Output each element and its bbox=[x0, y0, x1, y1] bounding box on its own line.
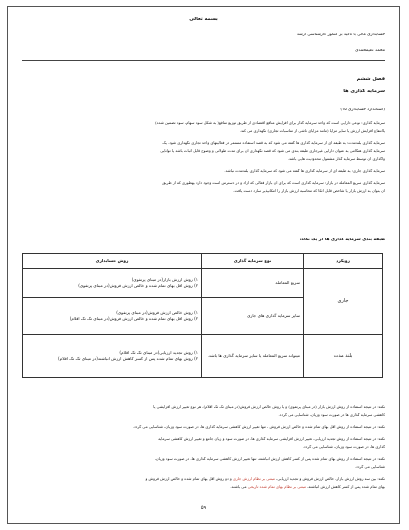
paragraph-line: آن بتوان به ارزش بازار یا شاخص قابل اتکا که محاسبه ارزش بازار را امکانپذیر سازد دست یافت. bbox=[233, 189, 385, 193]
method-line: ۲) روش اقل بهای تمام شده و خالص ارزش فروش(در مبنای پرتفوی) bbox=[78, 283, 198, 288]
paragraph-line: سرمایه گذاری جاری: به طبقه ای از سرمایه گذاری ها گفته می شود که سرمایه گذاری بلندمدت نباشد. bbox=[224, 169, 385, 173]
note-line: کاهشی سرمایه گذاری ها در صورت سود وزیان، شناسایی می گردد. bbox=[278, 413, 385, 417]
method-line: ۱) روش ارزش بازار(در مبنای پرتفوی) bbox=[131, 277, 198, 283]
investment-type-cell: میتواند سریع المعامله یا سایر سرمایه گذاری ها باشد. bbox=[202, 335, 304, 378]
table-header-cell: نوع سرمایه گذاری bbox=[202, 254, 304, 269]
method-line: ۱) روش خالص ارزش فروش(در مبنای پرتفوی) bbox=[116, 310, 198, 316]
table-header-row bbox=[23, 254, 383, 269]
investment-type-cell: سایر سرمایه گذاری های جاری bbox=[202, 298, 304, 335]
paragraph-line: واگذاری آن توسط سرمایه گذار مشمول محدودیت هایی باشد. bbox=[287, 157, 385, 161]
page-content bbox=[22, 13, 385, 517]
table-caption: طبقه بندی سرمایه گذاری ها در یک نگاه: bbox=[299, 238, 385, 242]
paragraph-line: سرمایه گذاری بلندمدت: به طبقه ای از سرمایه گذاری ها گفته می شود که به قصد استفاده مستمر در فعالیتهای واحد تجاری نگهداری شود. یک bbox=[162, 141, 385, 145]
note-text: نکته: بین سه روش ارزش بازار، خالص ارزش فروش و تجدید ارزیابی، bbox=[276, 477, 385, 481]
note-last-line2 bbox=[22, 485, 385, 489]
paragraph-line: یاانتفاع افزایش ارزش یا سایر مزایا (مانند مزایای ناشی از مناسبات تجاری) نگهداری می کند. bbox=[239, 129, 385, 133]
note-line: نکته: در نتیجه استفاده از روش بهای تمام شده پس از کسر کاهش ارزش انباشته، تنها تغییر ارزش کاهشی سرمایه گذاری ها، در صورت سود وزیان، bbox=[154, 457, 385, 461]
note-text: و دو روش اقل بهای تمام شده و خالص ارزش فروش و bbox=[145, 477, 232, 481]
standard-ref: (استاندارد حسابداری ۱۵) bbox=[340, 108, 385, 112]
bismillah: بسمه تعالی bbox=[189, 17, 218, 22]
note-line: نکته: در نتیجه استفاده از روش ارزش بازار (در مبنای پرتفوی) و یا روش خالص ارزش فروش(در مبنای تک تک اقلام)، هر نوع تغییر ارزش افزایشی یا bbox=[153, 405, 385, 409]
section-title: سرمایه گذاری ها bbox=[343, 89, 385, 94]
note-line: گذاری ها، در صورت سود وزیان، شناسایی می گردد. bbox=[302, 445, 385, 449]
investment-type-cell: سریع المعامله bbox=[202, 269, 304, 298]
note-line: شناسایی می گردد. bbox=[354, 465, 385, 469]
paragraph-line: سرمایه گذاری هنگامی به عنوان دارایی غیرجاری طبقه بندی می شود که قصد نگهداری آن برای مدت طولانی و وضوح قابل اثبات باشد یا توانایی bbox=[160, 149, 385, 153]
accounting-method-cell bbox=[23, 298, 202, 335]
table-row bbox=[23, 335, 383, 378]
page-number: ۵۹ bbox=[200, 505, 207, 511]
highlight-current-value: مبتنی بر نظام ارزش جاری bbox=[232, 477, 275, 481]
note-line: نکته: در نتیجه استفاده از روش اقل بهای تمام شده و خالص ارزش فروش ، تنها تغییر ارزش کاهشی سرمایه گذاری ها، در صورت سود وزیان، شناسایی می گردد. bbox=[132, 425, 385, 429]
header-author: محمد علیمحمدی bbox=[355, 49, 385, 53]
group-current: جاری bbox=[304, 269, 383, 335]
highlight-historical-cost: مبتنی بر نظام بهای تمام شده تاریخی bbox=[247, 485, 307, 489]
method-line: ۲) روش بهای تمام شده پس از کسر کاهش ارزش انباشته(در مبنای تک تک اقلام) bbox=[58, 356, 198, 361]
note-text: می باشند. bbox=[230, 485, 247, 489]
note-line: نکته: در نتیجه استفاده از روش تجدید ارزیابی، تغییر ارزش افزایشی سرمایه گذاری ها، در صورت سود و زیان جامع و تغییر ارزش کاهشی سرمایه bbox=[158, 437, 385, 441]
note-last-line1 bbox=[22, 477, 385, 481]
accounting-method-cell bbox=[23, 269, 202, 298]
method-line: ۱) روش تجدید ارزیابی(در مبنای تک تک اقلام) bbox=[119, 350, 198, 356]
paragraph-line: سرمایه گذاری: نوعی دارایی است که واحد سرمایه گذار برای افزایش منافع اقتصادی از طریق توزیع منافع( به شکل سود سهام، سود تضمین شده) bbox=[155, 121, 385, 125]
paragraph-line: سرمایه گذاری سریع المعامله در بازار: سرمایه گذاری است که برای آن بازار فعالی که آزاد و در دسترس است وجود دارد بهطوری که از طریق bbox=[162, 181, 385, 185]
table-row bbox=[23, 269, 383, 298]
header-title: حسابداری مالی با تاکید بر کنکور کارشناسی ارشد bbox=[296, 33, 385, 37]
table-header-cell: روش حسابداری bbox=[23, 254, 202, 269]
group-long-term: بلند مدت bbox=[304, 335, 383, 378]
method-line: ۲) روش اقل بهای تمام شده و خالص ارزش فروش(در مبنای تک تک اقلام) bbox=[69, 316, 198, 321]
header-divider bbox=[22, 60, 385, 61]
chapter-title: فصل ششم bbox=[356, 77, 385, 82]
table-header-cell: رویکرد bbox=[304, 254, 383, 269]
document-page bbox=[7, 6, 400, 524]
note-text: بهای تمام شده پس از کسر کاهش ارزش انباشته، bbox=[307, 485, 385, 489]
accounting-method-cell bbox=[23, 335, 202, 378]
classification-table bbox=[22, 253, 383, 378]
